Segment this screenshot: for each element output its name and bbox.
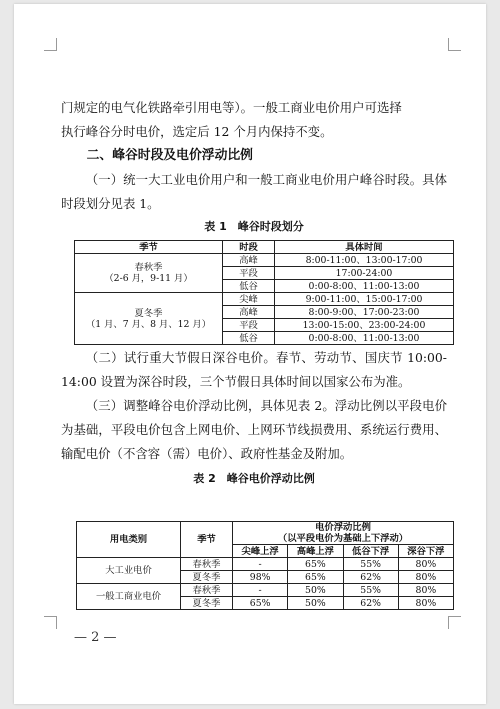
crop-mark-bottom-left (44, 616, 57, 629)
table-header-row (75, 241, 454, 254)
text-block-top (61, 96, 447, 237)
period-cell: 高峰 (223, 254, 275, 267)
value-cell: - (233, 584, 288, 597)
period-cell: 尖峰 (223, 293, 275, 306)
crop-mark-bottom-right (448, 616, 461, 629)
value-cell: - (233, 558, 288, 571)
subheader-cell: 深谷下浮 (398, 545, 453, 558)
document-page (14, 4, 486, 704)
period-cell: 低谷 (223, 280, 275, 293)
value-cell: 80% (398, 597, 453, 610)
subheader-cell: 高峰上浮 (288, 545, 343, 558)
season-cell: 春秋季 (181, 558, 233, 571)
page-number: — 2 — (74, 630, 117, 645)
season-cell (75, 293, 223, 345)
value-cell: 80% (398, 571, 453, 584)
value-cell: 55% (343, 558, 398, 571)
header-period: 时段 (223, 241, 275, 254)
header-season: 季节 (75, 241, 223, 254)
header-season: 季节 (181, 522, 233, 558)
value-cell: 98% (233, 571, 288, 584)
time-cell: 0:00-8:00、11:00-13:00 (275, 332, 454, 345)
value-cell: 65% (288, 571, 343, 584)
category-cell: 一般工商业电价 (77, 584, 181, 610)
table2-caption: 表 2 峰谷电价浮动比例 (193, 472, 315, 485)
table-row (77, 558, 454, 571)
value-cell: 50% (288, 597, 343, 610)
paragraph: （三）调整峰谷电价浮动比例，具体见表 2。浮动比例以平段电价为基础，平段电价包含上网电价、上网环节线损费用、系统运行费用、输配电价（不含容（需）电价）、政府性基金及附加。 (61, 398, 447, 461)
table-row (75, 293, 454, 306)
paragraph-line: 执行峰谷分时电价，选定后 12 个月内保持不变。 (61, 124, 333, 139)
subheader-cell: 低谷下浮 (343, 545, 398, 558)
season-months: （1 月、7 月、8 月、12 月） (85, 318, 212, 330)
season-cell: 夏冬季 (181, 571, 233, 584)
season-name: 夏冬季 (134, 307, 163, 319)
category-cell: 大工业电价 (77, 558, 181, 584)
value-cell: 62% (343, 571, 398, 584)
paragraph-line: 门规定的电气化铁路牵引用电等）。一般工商业电价用户可选择 (61, 100, 402, 115)
crop-mark-top-right (448, 38, 461, 51)
time-cell: 17:00-24:00 (275, 267, 454, 280)
paragraph: （二）试行重大节假日深谷电价。春节、劳动节、国庆节 10:00-14:00 设置为深谷时段，三个节假日具体时间以国家公布为准。 (61, 350, 447, 389)
paragraph: （一）统一大工业电价用户和一般工商业电价用户峰谷时段。具体时段划分见表 1。 (61, 172, 447, 211)
section-heading: 二、峰谷时段及电价浮动比例 (86, 148, 253, 163)
header-ratio-subtitle: （以平段电价为基础上下浮动） (277, 533, 409, 544)
time-cell: 8:00-11:00、13:00-17:00 (275, 254, 454, 267)
table-header-row (77, 522, 454, 545)
header-category: 用电类别 (77, 522, 181, 558)
header-ratio-title: 电价浮动比例 (315, 522, 371, 533)
value-cell: 65% (288, 558, 343, 571)
crop-mark-top-left (44, 38, 57, 51)
table-price-ratio (76, 521, 454, 610)
season-cell: 春秋季 (181, 584, 233, 597)
header-time: 具体时间 (275, 241, 454, 254)
value-cell: 62% (343, 597, 398, 610)
value-cell: 80% (398, 558, 453, 571)
text-block-middle (61, 346, 447, 489)
value-cell: 55% (343, 584, 398, 597)
period-cell: 高峰 (223, 306, 275, 319)
value-cell: 80% (398, 584, 453, 597)
time-cell: 13:00-15:00、23:00-24:00 (275, 319, 454, 332)
table1-caption: 表 1 峰谷时段划分 (204, 220, 304, 233)
period-cell: 平段 (223, 319, 275, 332)
value-cell: 50% (288, 584, 343, 597)
season-months: （2-6 月，9-11 月） (104, 273, 193, 284)
season-cell: 夏冬季 (181, 597, 233, 610)
time-cell: 0:00-8:00、11:00-13:00 (275, 280, 454, 293)
season-cell (75, 254, 223, 293)
time-cell: 9:00-11:00、15:00-17:00 (275, 293, 454, 306)
period-cell: 低谷 (223, 332, 275, 345)
subheader-cell: 尖峰上浮 (233, 545, 288, 558)
table-row (77, 584, 454, 597)
table-peak-valley-periods (74, 240, 454, 345)
value-cell: 65% (233, 597, 288, 610)
header-ratio (233, 522, 454, 545)
season-name: 春秋季 (134, 262, 163, 273)
time-cell: 8:00-9:00、17:00-23:00 (275, 306, 454, 319)
table-row (75, 254, 454, 267)
period-cell: 平段 (223, 267, 275, 280)
